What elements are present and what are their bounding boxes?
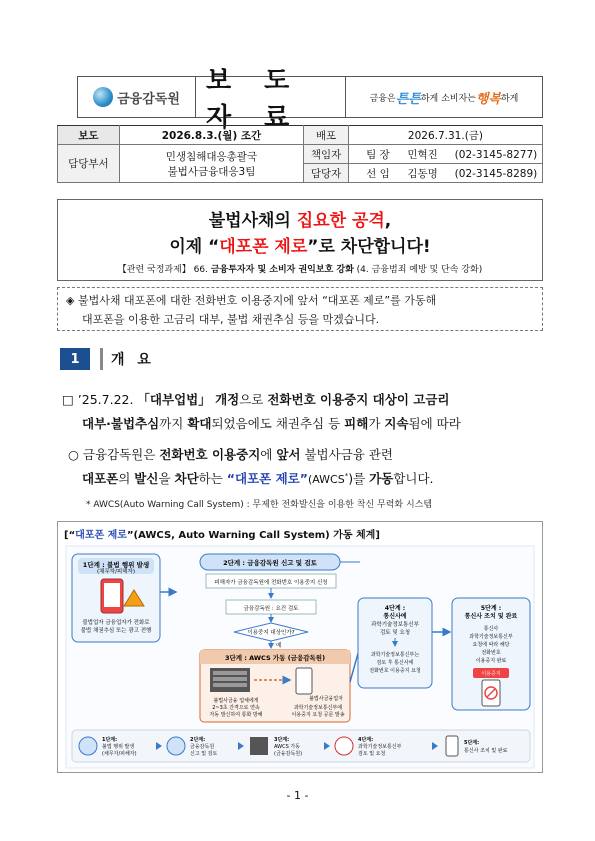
step4-desc1: 과학기술정보통신부는	[370, 652, 420, 658]
release-info-table	[57, 125, 543, 183]
resp-phone: (02-3145-8277)	[454, 148, 538, 161]
page-number: - 1 -	[286, 789, 309, 802]
step4-sub2: 과학기술정보통신부	[371, 622, 419, 628]
step5-sub: 통신사 조치 및 완료	[464, 613, 518, 620]
foot3-c: (금융감독원)	[274, 751, 303, 757]
p2b-f: 하는	[198, 471, 227, 486]
p2-b: 전화번호 이용중지	[159, 447, 261, 462]
foot4-b: 과학기술정보통신부	[358, 744, 402, 750]
p1b-d: 되었음에도 채권추심 등	[211, 416, 345, 431]
foot5-b: 통신사 조치 및 완료	[464, 748, 508, 754]
agency-logo	[78, 77, 196, 117]
p2b-k: 가동	[369, 471, 394, 486]
step4-desc3: 전화번호 이용중지 요청	[369, 668, 421, 674]
dept-2: 불법사금융대응3팀	[167, 165, 256, 178]
step2-title: 2단계 : 금융감독원 신고 및 검토	[223, 559, 317, 567]
agency-name: 금융감독원	[117, 91, 180, 107]
section-divider	[100, 348, 103, 370]
mgr-phone: (02-3145-8289)	[454, 167, 538, 180]
diagram-title-post: ”(AWCS, Auto Warning Call System) 가동 체계]	[126, 530, 380, 541]
foot5-a: 5단계:	[464, 740, 480, 746]
section-title: 개 요	[111, 352, 155, 368]
step5-desc4: 전화번호	[481, 650, 501, 656]
p2b-a: 대포폰	[82, 471, 119, 486]
diagram-title-pre: [“	[64, 530, 76, 541]
headline-l1-pre: 불법사채의	[208, 211, 297, 231]
policy-post: (4. 금융범죄 예방 및 단속 강화)	[353, 265, 483, 275]
step3-box	[200, 650, 350, 722]
step5-desc3: 요청에 따라 해당	[472, 642, 510, 648]
headline-l2-red: 대포폰 제로	[219, 237, 308, 257]
section-number: 1	[60, 348, 90, 370]
press-header	[77, 66, 543, 133]
policy-pre: 【관련 국정과제】 66.	[117, 265, 211, 275]
step1-desc1: 불법업자 금융업자가 전화로	[82, 620, 150, 626]
mgr-label: 담당자	[304, 164, 349, 183]
step2-desc: 피해자가 금융감독원에 전화번호 이용중지 신청	[214, 580, 328, 586]
p2b-j: )를	[348, 471, 370, 486]
doc-type-title: 보 도 자 료	[196, 77, 346, 117]
p2b-c: 발신	[134, 471, 159, 486]
foot2-a: 2단계:	[190, 737, 206, 743]
foot1-b: 불법 행위 발생	[102, 744, 135, 750]
p2-d: 앞서	[276, 447, 301, 462]
headline-line1	[58, 206, 542, 231]
section-header	[60, 347, 155, 371]
summary-box	[57, 287, 543, 331]
decision-yes: 예	[276, 643, 282, 649]
p2b-g: “대포폰 제로”	[226, 471, 308, 486]
awcs-right2: 과학기술정보통신부에	[293, 705, 343, 711]
step1-box	[72, 554, 160, 642]
para2-line1	[68, 445, 393, 463]
step1-sub: (채무자/피해자)	[96, 569, 136, 575]
foot3-a: 3단계:	[274, 737, 290, 743]
step1-desc2: 불법 채권추심 또는 광고 전행	[80, 628, 152, 634]
step4-title: 4단계 :	[384, 605, 406, 612]
headline-l2-post: ”로 차단합니다!	[307, 237, 431, 257]
awcs-desc1: 불법사금융 업체에게	[213, 698, 259, 704]
dist-value: 2026.7.31.(금)	[348, 126, 542, 145]
headline-l1-post: ,	[384, 211, 392, 231]
headline-l1-red: 집요한 공격	[296, 211, 385, 231]
awcs-process-diagram	[57, 521, 543, 773]
summary-line1: ◈ 불법사채 대포폰에 대한 전화번호 이용중지에 앞서 “대포폰 제로”를 가동해	[66, 294, 437, 307]
p1b-a: 대부·불법추심	[82, 416, 160, 431]
step5-stop-badge: 이용중지	[481, 671, 501, 677]
step1-title: 1단계 : 불법 행위 발생	[82, 561, 150, 569]
awcs-right3: 이용중지 요청 공문 발송	[291, 712, 345, 718]
p1-c: 으로	[239, 392, 268, 407]
step5-title: 5단계 :	[480, 605, 502, 612]
resp-label: 책임자	[304, 145, 349, 164]
slogan-mid: 하게 소비자는	[420, 93, 476, 104]
p1-d: 전화번호 이용중지 대상이 고금리	[267, 392, 450, 407]
mgr-role: 선 임	[366, 167, 390, 180]
foot1-a: 1단계:	[102, 737, 118, 743]
step4-sub3: 검토 및 요청	[379, 630, 411, 636]
awcs-desc2: 2~3초 간격으로 연속	[212, 705, 260, 711]
resp-name: 민혁진	[407, 148, 438, 161]
mgr-name: 김동명	[407, 167, 438, 180]
p1b-f: 가	[368, 416, 385, 431]
p2b-l: 합니다.	[393, 471, 434, 486]
foot1-c: (채무자/피해자)	[102, 751, 137, 757]
mgr-value	[348, 164, 542, 183]
p1b-c: 확대	[187, 416, 212, 431]
p2b-b: 의	[118, 471, 135, 486]
headline-box	[57, 199, 543, 281]
decision-diamond: 이용중지 대상인가?	[247, 630, 295, 636]
fss-review: 금융감독원 : 요건 검토	[243, 606, 299, 612]
foot2-c: 신고 및 검토	[190, 751, 218, 757]
headline-l2-pre: 이제 “	[169, 237, 220, 257]
dept-value	[119, 145, 303, 183]
awcs-desc3: 자동 발신하여 통화 방해	[209, 712, 263, 718]
policy-bold: 금융투자자 및 소비자 권익보호 강화	[210, 265, 354, 275]
policy-task-line	[58, 262, 542, 275]
process-flow-svg	[58, 522, 544, 774]
step4-sub1: 통신사에	[383, 613, 407, 620]
globe-icon	[93, 87, 113, 107]
p2-e: 불법사금융 관련	[300, 447, 393, 462]
headline-line2	[58, 232, 542, 257]
slogan-word2: 행복	[475, 91, 501, 107]
p1-a: □ ’25.7.22.	[62, 392, 138, 407]
para2-line2	[82, 469, 434, 487]
dept-label: 담당부서	[58, 145, 120, 183]
dept-1: 민생침해대응총괄국	[165, 150, 258, 163]
p1b-b: 까지	[159, 416, 188, 431]
release-label: 보도	[58, 126, 120, 145]
resp-value	[348, 145, 542, 164]
foot2-b: 금융감독원	[190, 744, 215, 750]
slogan-pre: 금융은	[369, 93, 396, 104]
resp-role: 팀 장	[366, 148, 390, 161]
phone-icon	[296, 668, 312, 694]
slogan-word1: 튼튼	[395, 91, 421, 107]
step4-box	[358, 598, 432, 688]
step3-title: 3단계 : AWCS 가동 (금융감독원)	[224, 654, 326, 662]
slogan-post: 하게	[500, 93, 519, 104]
para1-line1	[62, 390, 449, 408]
dist-label: 배포	[304, 126, 349, 145]
summary-line2: 대포폰을 이용한 고금리 대부, 불법 채권추심 등을 막겠습니다.	[82, 313, 380, 326]
p1-b: 「대부업법」 개정	[137, 392, 240, 407]
p2-c: 에	[260, 447, 277, 462]
step5-desc2: 과학기술정보통신부	[469, 634, 513, 640]
p2-a: ○ 금융감독원은	[68, 447, 160, 462]
step5-desc1: 통신사	[483, 626, 499, 632]
para1-line2	[82, 414, 461, 432]
p2b-h: (AWCS	[307, 473, 345, 486]
step5-desc5: 이용중지 완료	[475, 658, 507, 664]
p2b-i: *	[344, 471, 349, 480]
foot4-a: 4단계:	[358, 737, 374, 743]
foot4-c: 검토 및 요청	[358, 751, 386, 757]
release-value: 2026.8.3.(월) 조간	[119, 126, 303, 145]
step5-box	[452, 598, 530, 710]
foot3-b: AWCS 가동	[274, 744, 301, 750]
p2b-d: 을	[158, 471, 175, 486]
step4-desc2: 검토 후 통신사에	[376, 660, 414, 666]
p1b-g: 지속	[384, 416, 409, 431]
p2b-e: 차단	[174, 471, 199, 486]
p1b-h: 됨에 따라	[408, 416, 461, 431]
p1b-e: 피해	[344, 416, 369, 431]
awcs-right1: 불법사금융업자	[309, 696, 343, 702]
diagram-title-blue: 대포폰 제로	[75, 530, 127, 541]
slogan	[346, 77, 542, 117]
awcs-footnote: * AWCS(Auto Warning Call System) : 무제한 전화발신을 이용한 착신 무력화 시스템	[86, 500, 433, 510]
summary-strip	[72, 730, 530, 762]
